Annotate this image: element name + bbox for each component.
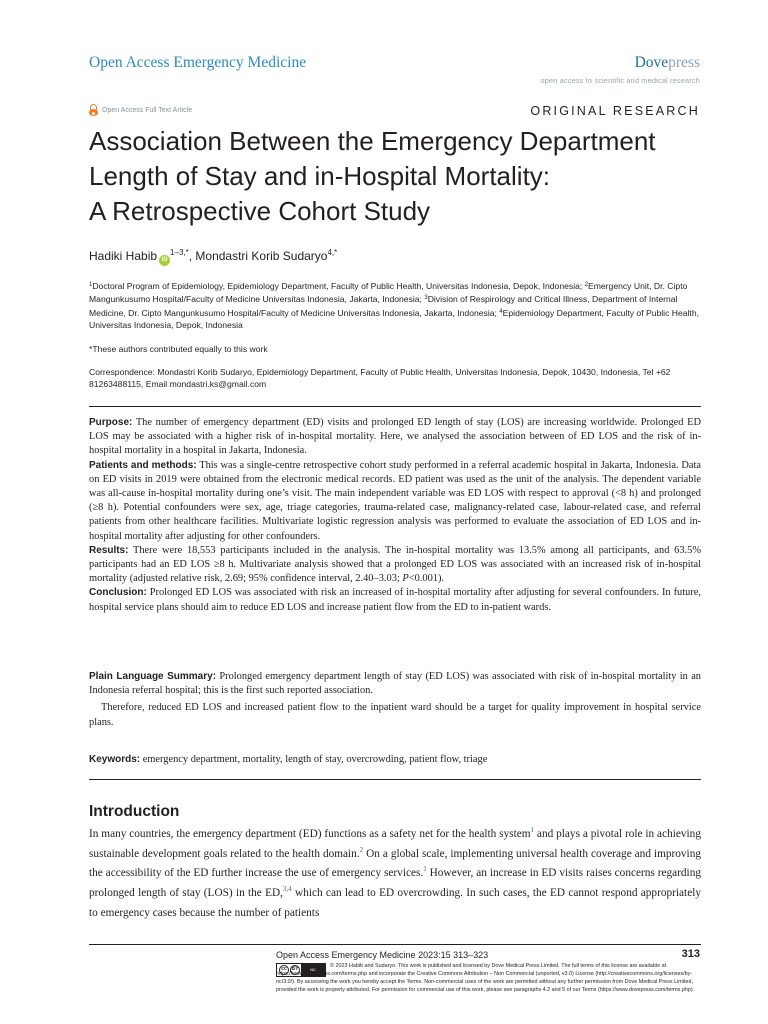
citation-link[interactable]: 3,4 (283, 885, 292, 894)
abstract-text: P (402, 573, 409, 585)
divider (89, 406, 701, 407)
title-line: Association Between the Emergency Department (89, 126, 656, 156)
abstract-label: Conclusion: (89, 587, 147, 599)
affiliation-number: 3 (424, 295, 428, 302)
author-name[interactable]: Mondastri Korib Sudaryo (195, 249, 328, 263)
license-text: © 2023 Habib and Sudaryo. This work is published and licensed by Dove Medical Press Limited. The full terms of this license are available at https://www.dovepress.com/terms.php and incorporate the Creative Commons Attribution – Non Commercial (unported, v3.0) License (http://creativecommons.org/licenses/by-nc/3.0/). By accessing the work you hereby accept the Terms. Non-commercial uses of the work are permitted without any further permission from Dove Medical Press Limited, provided the work is properly attributed. For permission for commercial use of this work, please see paragraphs 4.2 and 5 of our Terms (https://www.dovepress.com/terms.php). (276, 963, 695, 993)
publisher-logo (635, 54, 700, 72)
body-text: and plays a pivotal role in achieving sustainable development goals related to the health domain. (89, 828, 701, 860)
cc-by-icon: BY (290, 965, 300, 975)
footer-citation: Open Access Emergency Medicine 2023:15 313–323 (276, 950, 489, 960)
body-text: However, an increase in ED visits raises concerns regarding prolonged length of stay (LOS) in the ED, (89, 867, 701, 900)
abstract-text: <0.001). (408, 573, 445, 585)
abstract-methods (89, 459, 701, 544)
affiliation-number: 1 (89, 282, 93, 288)
affiliation-text: Epidemiology Department, Faculty of Public Health, Universitas Indonesia, Depok, Indonesia (89, 307, 699, 330)
abstract-conclusion (89, 586, 701, 614)
open-access-label (89, 104, 192, 116)
author-affiliation-ref: 4,* (327, 248, 338, 257)
body-text: On a global scale, implementing universal health coverage and improving the accessibility of the ED further increase the use of emergency services. (89, 847, 701, 880)
affiliations (89, 279, 701, 331)
title-line: Length of Stay and in-Hospital Mortality: (89, 161, 551, 191)
footer-divider (89, 944, 701, 945)
abstract-text: Prolonged ED LOS was associated with risk an increased of in-hospital mortality after adjusting for several confounders. In future, hospital service plans should aim to reduce ED LOS and increase patient flow from the ED to in-patient wards. (89, 587, 701, 613)
keywords (89, 753, 701, 767)
open-access-text: Open Access Full Text Article (102, 106, 193, 114)
affiliation-number: 2 (584, 282, 589, 288)
abstract (89, 416, 701, 615)
orcid-icon[interactable]: iD (159, 255, 170, 266)
publisher-logo-press: press (668, 54, 700, 71)
author-separator: , (188, 249, 196, 263)
keywords-text: emergency department, mortality, length of stay, overcrowding, patient flow, triage (140, 754, 488, 765)
title-line: A Retrospective Cohort Study (89, 196, 431, 226)
cc-nc-label: NC (301, 964, 325, 976)
abstract-text: There were 18,553 participants included in the analysis. The in-hospital mortality was 13.5% among all participants, and 63.5% participants had an ED LOS ≥8 h. Multivariate analysis showed that a prolonged ED LOS was associated with an increased risk of in-hospital mortality (adjusted relative risk, 2.69; 95% confidence interval, 2.40–3.03; (89, 544, 701, 585)
abstract-text: The number of emergency department (ED) visits and prolonged ED length of stay (LOS) are increasing worldwide. Prolonged ED LOS may be associated with a higher risk of in-hospital mortality. Here, we analysed the association between of ED LOS and the risk of in-hospital mortality in a hospital in Jakarta, Indonesia. (89, 417, 701, 457)
divider (89, 779, 701, 780)
body-text: In many countries, the emergency department (ED) functions as a safety net for the health system (89, 828, 531, 840)
abstract-label: Results: (89, 544, 129, 556)
author-name[interactable]: Hadiki Habib (89, 249, 158, 263)
citation-link[interactable]: 1 (423, 865, 427, 874)
publisher-tagline: open access to scientific and medical research (540, 76, 700, 85)
article-title (89, 124, 729, 229)
pls-text: Prolonged emergency department length of stay (ED LOS) was associated with risk of in-hospital mortality in an Indonesia referral hospital; this is the first such reported association. (89, 671, 701, 697)
abstract-label: Patients and methods: (89, 459, 197, 471)
equal-contribution-note: *These authors contributed equally to this work (89, 344, 268, 354)
abstract-text: This was a single-centre retrospective cohort study performed in a referral academic hospital in Jakarta, Indonesia. Data on ED visits in 2019 were obtained from the electronic medical records. ED patient was used as the unit of the analysis. The dependent variable was all-cause in-hospital mortality during one’s visit. The main independent variable was ED LOS with respect to approval (<8 h) and prolonged (≥8 h). Potential confounders were sex, age, triage categories, trauma-related case, malignancy-related case, labour-related case, and referral patients from other healthcare facilities. Multivariate logistic regression analysis was performed to evaluate the association of ED LOS and in-hospital mortality after adjusting for other confounders. (89, 459, 701, 542)
introduction-paragraph (89, 825, 701, 924)
affiliation-text: Doctoral Program of Epidemiology, Epidemiology Department, Faculty of Public Health, Universitas Indonesia, Depok, Indonesia; (92, 281, 585, 291)
publisher-logo-dove: Dove (634, 54, 669, 71)
keywords-label: Keywords: (89, 754, 141, 765)
body-text: which can lead to ED overcrowding. In such cases, the ED cannot respond appropriately to emergency cases because the number of patients (89, 887, 701, 919)
pls-label: Plain Language Summary: (89, 671, 217, 682)
pls-text: Therefore, reduced ED LOS and increased patient flow to the inpatient ward should be a target for quality improvement in hospital service plans. (89, 702, 701, 728)
author-affiliation-ref: 1–3,* (170, 248, 189, 257)
page-number: 313 (681, 948, 700, 960)
affiliation-text: Emergency Unit, Dr. Cipto Mangunkusumo Hospital/Faculty of Medicine Universitas Indonesia, Jakarta, Indonesia; (89, 281, 688, 305)
citation-link[interactable]: 1 (530, 826, 535, 834)
abstract-results (89, 544, 701, 587)
citation-link[interactable]: 2 (359, 845, 364, 854)
affiliation-number: 4 (499, 308, 503, 315)
article-type: ORIGINAL RESEARCH (530, 104, 700, 118)
author-list (89, 248, 337, 266)
abstract-label: Purpose: (89, 417, 133, 428)
cc-icon: cc (279, 965, 289, 975)
journal-name: Open Access Emergency Medicine (89, 54, 307, 71)
abstract-purpose (89, 416, 701, 459)
correspondence: Correspondence: Mondastri Korib Sudaryo, Epidemiology Department, Faculty of Public Health, Universitas Indonesia, Depok, 10430, Indonesia, Tel +62 81263488115, Email mondastri.ks@gmail.com (89, 367, 671, 390)
affiliation-text: Division of Respirology and Critical Illness, Department of Internal Medicine, Dr. Cipto Mangunkusumo Hospital/Faculty of Medicine Universitas Indonesia, Jakarta, Indonesia; (89, 294, 678, 318)
plain-language-summary (89, 670, 701, 730)
section-heading: Introduction (89, 803, 180, 820)
open-access-lock-icon (89, 104, 98, 116)
